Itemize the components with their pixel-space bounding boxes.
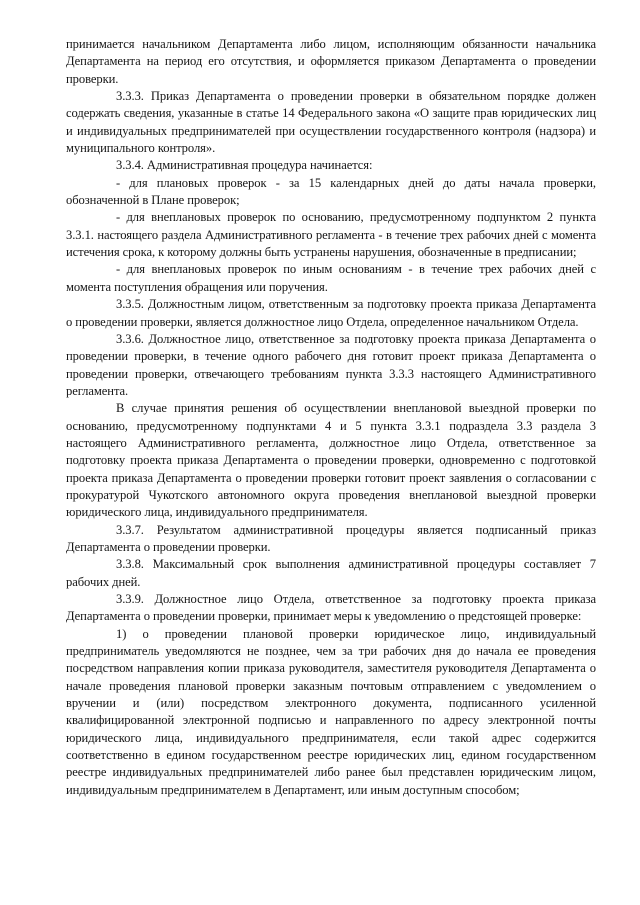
list-item-unplanned-subpoint-2: - для внеплановых проверок по основанию, предусмотренному подпунктом 2 пункта 3.3.1. настоящего раздела Административного регламента - в течение трех рабочих дней с момента истечения срока, к которому должны быть устранены нарушения, обозначенные в предписании; — [66, 210, 596, 260]
list-item-planned: - для плановых проверок - за 15 календарных дней до даты начала проверки, обозначенной в Плане проверок; — [66, 175, 596, 208]
paragraph-3-3-3: 3.3.3. Приказ Департамента о проведении проверки в обязательном порядке должен содержать сведения, указанные в статье 14 Федерального закона «О защите прав юридических лиц и индивидуальных предпринимателей при осуществлении государственного контроля (надзора) и муниципального контроля». — [66, 89, 596, 156]
paragraph-3-3-4: 3.3.4. Административная процедура начинается: — [116, 158, 373, 173]
list-item-1: 1) о проведении плановой проверки юридическое лицо, индивидуальный предприниматель уведомляются не позднее, чем за три рабочих дня до начала ее проведения посредством направления копии приказа руководителя, заместителя руководителя Департамента о начале проведения плановой проверки заказным почтовым отправлением с уведомлением о вручении и (или) посредством электронного документа, подписанного усиленной квалифицированной электронной подписью и направленного по адресу электронной почты юридического лица, индивидуального предпринимателя, если такой адрес содержится соответственно в едином государственном реестре юридических лиц, едином государственном реестре индивидуальных предпринимателей либо ранее был представлен юридическим лицом, индивидуальным предпринимателем в Департамент, или иным доступным способом; — [66, 626, 596, 797]
paragraph-3-3-6: 3.3.6. Должностное лицо, ответственное за подготовку проекта приказа Департамента о проведении проверки, в течение одного рабочего дня готовит проект приказа Департамента о проведении проверки, отвечающего требованиям пункта 3.3.3 настоящего Административного регламента. — [66, 331, 596, 398]
paragraph-3-3-8: 3.3.8. Максимальный срок выполнения административной процедуры составляет 7 рабочих дней. — [66, 557, 596, 589]
paragraph-unplanned-inspection: В случае принятия решения об осуществлении внеплановой выездной проверки по основанию, предусмотренному подпунктами 4 и 5 пункта 3.3.1 подраздела 3.3 раздела 3 настоящего Административного регламента, должностное лицо Отдела, ответственное за подготовку проекта приказа Департамента о проведении проверки, одновременно с подготовкой проекта приказа Департамента о проведении проверки готовит проект заявления о согласовании с прокуратурой Чукотского автономного округа проведения внеплановой выездной проверки юридического лица, индивидуального предпринимателя. — [66, 401, 596, 520]
paragraph-3-3-5: 3.3.5. Должностным лицом, ответственным за подготовку проекта приказа Департамента о проведении проверки, является должностное лицо Отдела, определенное начальником Отдела. — [66, 297, 596, 329]
paragraph-3-3-7: 3.3.7. Результатом административной процедуры является подписанный приказ Департамента о проведении проверки. — [66, 522, 596, 554]
list-item-unplanned-other: - для внеплановых проверок по иным основаниям - в течение трех рабочих дней с момента поступления обращения или поручения. — [66, 262, 596, 294]
paragraph-continuation: принимается начальником Департамента либо лицом, исполняющим обязанности начальника Департамента на период его отсутствия, и оформляется приказом Департамента о проведении проверки. — [66, 37, 596, 86]
document-page — [66, 36, 596, 799]
paragraph-3-3-9: 3.3.9. Должностное лицо Отдела, ответственное за подготовку проекта приказа Департамента о проведении проверки, принимает меры к уведомлению о предстоящей проверке: — [66, 592, 596, 624]
